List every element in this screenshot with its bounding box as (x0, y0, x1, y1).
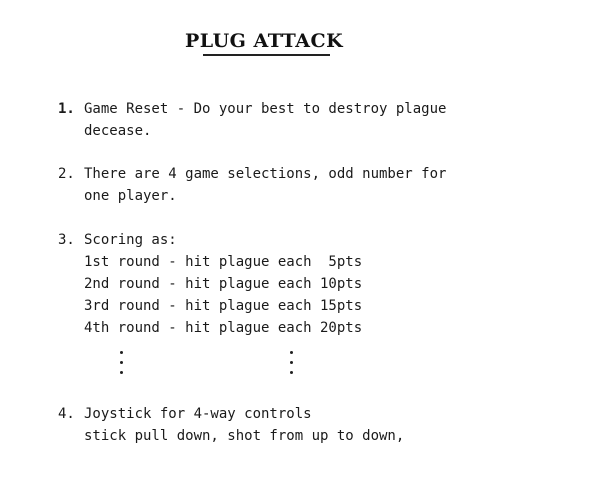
item-3-line-2: 1st round - hit plague each 5pts (84, 254, 363, 270)
continuation-dot (120, 351, 123, 354)
continuation-dot (290, 351, 293, 354)
item-4-line-1: Joystick for 4-way controls (84, 406, 312, 422)
item-3-line-5: 4th round - hit plague each 20pts (84, 320, 363, 336)
item-3-number: 3. (58, 232, 75, 248)
item-2-line-2: one player. (84, 188, 177, 204)
continuation-dot (120, 361, 123, 364)
item-3-line-4: 3rd round - hit plague each 15pts (84, 298, 363, 314)
continuation-dot (290, 361, 293, 364)
title-underline (203, 54, 330, 56)
continuation-dot (120, 371, 123, 374)
continuation-dot (290, 371, 293, 374)
item-3-line-3: 2nd round - hit plague each 10pts (84, 276, 363, 292)
page-title: PLUG ATTACK (185, 30, 344, 52)
item-1-line-1: Game Reset - Do your best to destroy plague (84, 101, 447, 117)
item-2-number: 2. (58, 166, 75, 182)
item-3-line-1: Scoring as: (84, 232, 177, 248)
item-4-line-2: stick pull down, shot from up to down, (84, 428, 405, 444)
item-2-line-1: There are 4 game selections, odd number for (84, 166, 447, 182)
item-1-number: 1. (58, 101, 75, 117)
item-4-number: 4. (58, 406, 75, 422)
item-1-line-2: decease. (84, 123, 152, 139)
